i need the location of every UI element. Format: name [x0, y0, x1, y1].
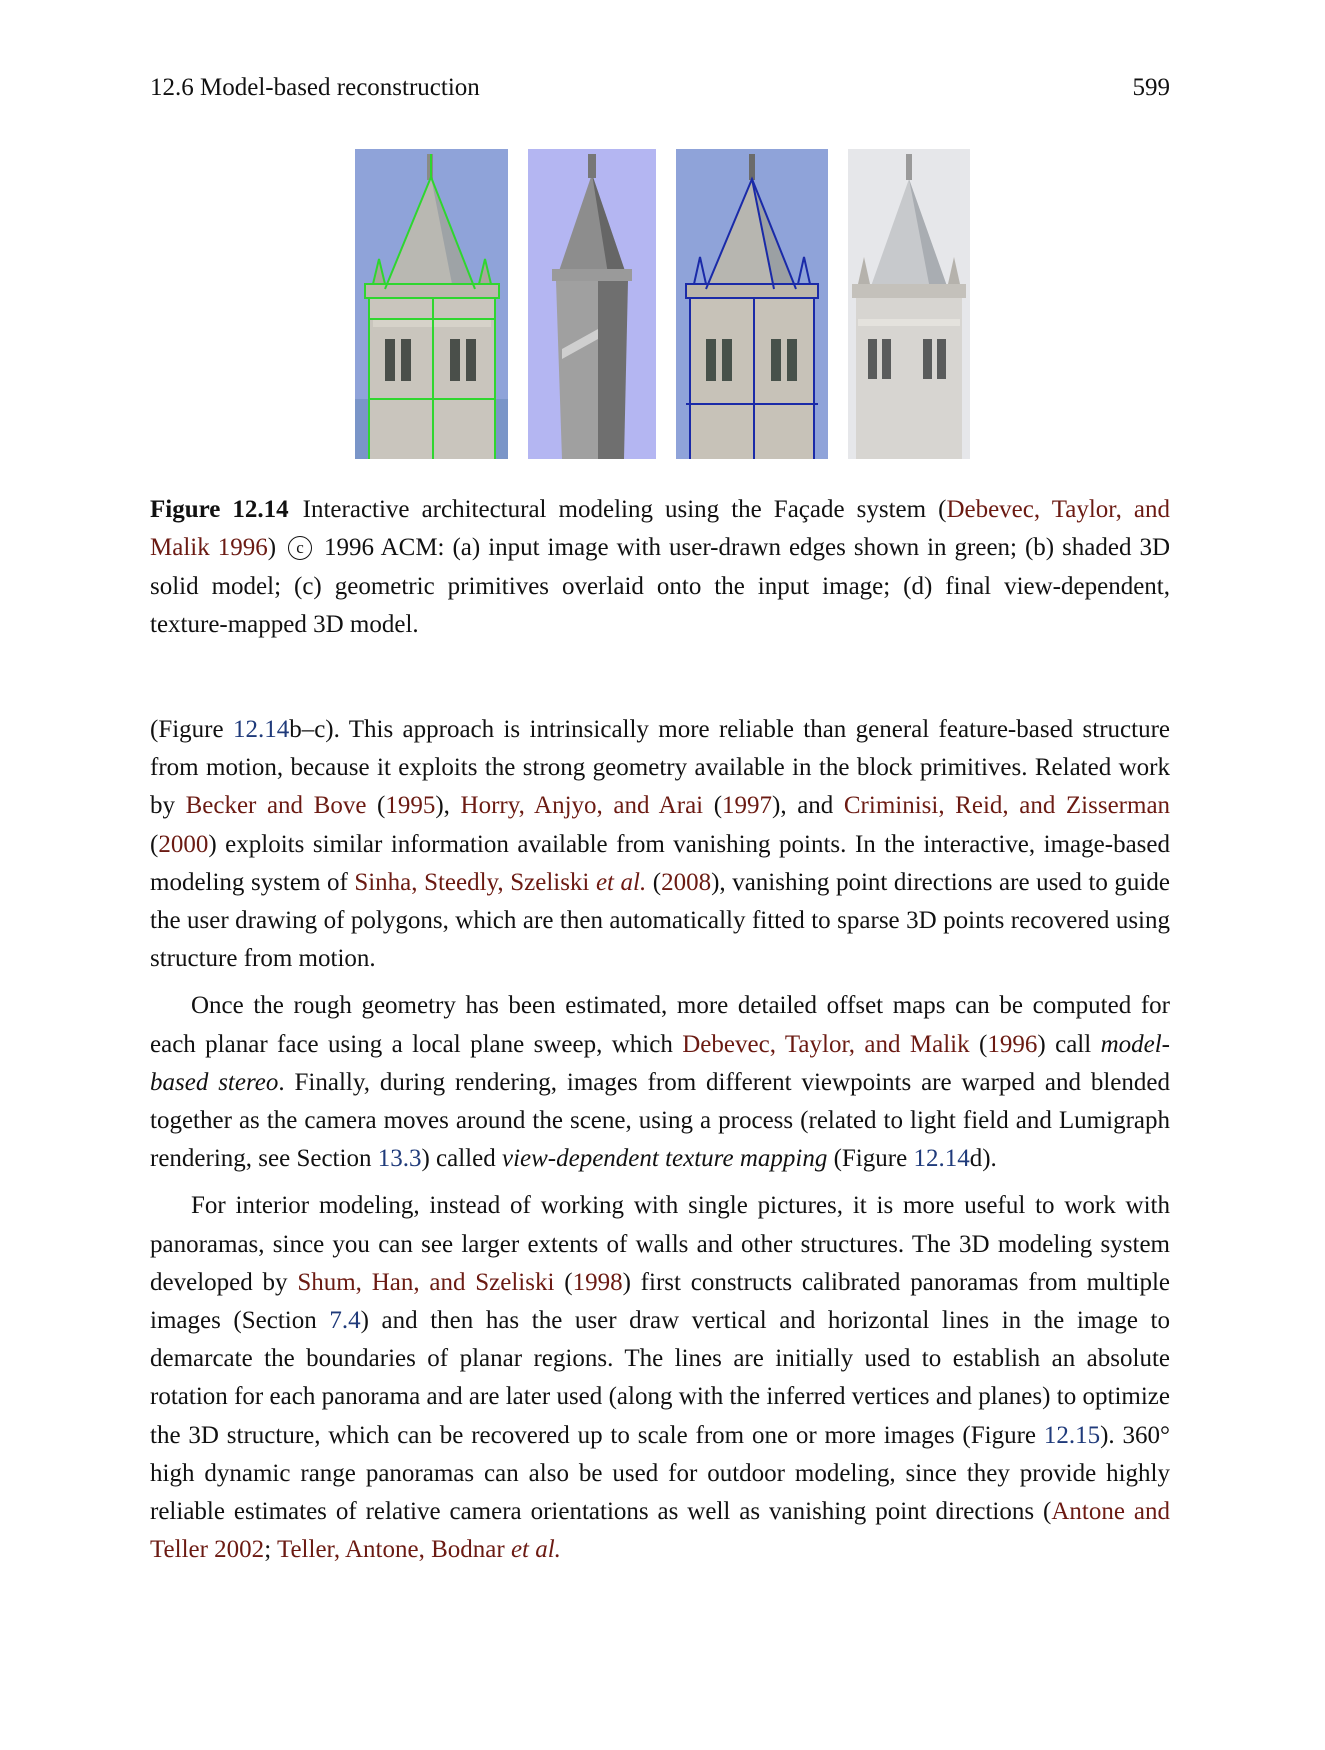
- text: (: [703, 792, 723, 820]
- citation-link[interactable]: Debevec, Taylor, and Malik 1996: [150, 496, 1170, 562]
- citation-link[interactable]: Becker and Bove: [185, 792, 367, 820]
- text: (: [554, 1268, 573, 1296]
- panel-d-texture-mapped: [848, 149, 970, 459]
- text: . Finally, during rendering, images from different viewpoints are warped and blended together as the camera moves around the scene, using a process (related to light field and Lumigraph rendering, see Section: [150, 1068, 1170, 1173]
- citation-year-link[interactable]: 2008: [661, 868, 712, 896]
- caption-text: ): [267, 534, 277, 562]
- section-ref-link[interactable]: 7.4: [329, 1307, 361, 1335]
- citation-year-link[interactable]: 1998: [572, 1268, 623, 1296]
- text: For interior modeling, instead of working with single pictures, it is more useful to work with panoramas, since you can see larger extents of walls and other structures. The 3D modeling system developed by: [150, 1192, 1170, 1296]
- figure-ref-link[interactable]: 12.14: [232, 716, 290, 743]
- figure-ref-link[interactable]: 12.14: [913, 1145, 970, 1173]
- emphasis: model-based stereo: [150, 1030, 1170, 1096]
- citation-year-link[interactable]: 2000: [158, 830, 209, 858]
- figure-12-14: [355, 149, 970, 459]
- paragraph-3: [150, 1187, 1170, 1569]
- citation-link[interactable]: Debevec, Taylor, and Malik: [682, 1030, 970, 1058]
- text: (Figure: [827, 1145, 914, 1173]
- running-header: [150, 74, 1170, 108]
- text: ) called: [421, 1145, 502, 1173]
- paragraph-1: [150, 711, 1170, 978]
- body-text: [150, 711, 1170, 1578]
- citation-year-link[interactable]: 1996: [987, 1030, 1038, 1058]
- panel-b-shaded-model: [528, 149, 656, 459]
- text: ) first constructs calibrated panoramas from multiple images (Section: [150, 1268, 1171, 1335]
- figure-label: Figure 12.14: [150, 496, 289, 523]
- text: (: [366, 792, 386, 820]
- text: ) call: [1037, 1030, 1101, 1058]
- figure-caption: [150, 491, 1170, 644]
- copyright-symbol: c: [288, 536, 312, 560]
- page-number: 599: [1132, 74, 1170, 101]
- citation-year-link[interactable]: 1997: [722, 792, 773, 820]
- citation-etal[interactable]: et al.: [595, 868, 647, 896]
- section-title: 12.6 Model-based reconstruction: [150, 74, 480, 101]
- caption-text: Interactive architectural modeling using the Façade system (: [302, 496, 947, 523]
- section-ref-link[interactable]: 13.3: [377, 1145, 422, 1173]
- caption-text: 1996 ACM: (a) input image with user-drawn edges shown in green; (b) shaded 3D solid model; (c) geometric primitives overlaid onto the input image; (d) final view-dependent, texture-mapped 3D model.: [150, 534, 1171, 638]
- text: ), vanishing point directions are used to guide the user drawing of polygons, which are then automatically fitted to sparse 3D points recovered using structure from motion.: [150, 868, 1170, 973]
- text: ), and: [772, 792, 844, 820]
- citation-link[interactable]: Teller, Antone, Bodnar: [276, 1536, 505, 1564]
- citation-etal[interactable]: et al.: [510, 1536, 561, 1564]
- citation-year-link[interactable]: 1995: [385, 792, 436, 820]
- figure-ref-link[interactable]: 12.15: [1043, 1421, 1101, 1449]
- citation-link[interactable]: Criminisi, Reid, and Zisserman: [843, 792, 1171, 820]
- text: d).: [969, 1145, 997, 1173]
- paragraph-2: [150, 987, 1170, 1178]
- text: ) exploits similar information available from vanishing points. In the interactive, image-based modeling system of: [150, 830, 1170, 896]
- panel-c-primitives-overlay: [676, 149, 828, 459]
- text: ),: [435, 792, 461, 820]
- emphasis: view-dependent texture mapping: [501, 1145, 828, 1173]
- text: (: [969, 1030, 988, 1058]
- citation-link[interactable]: Horry, Anjyo, and Arai: [460, 792, 704, 820]
- text: (: [646, 868, 662, 896]
- citation-link[interactable]: Shum, Han, and Szeliski: [297, 1268, 555, 1296]
- text: ). 360° high dynamic range panoramas can also be used for outdoor modeling, since they provide highly reliable estimates of relative camera orientations as well as vanishing point directions (: [150, 1421, 1171, 1526]
- text: (: [150, 830, 159, 858]
- text: b–c). This approach is intrinsically more reliable than general feature-based structure from motion, because it exploits the strong geometry available in the block primitives. Related work by: [150, 716, 1170, 820]
- text: ) and then has the user draw vertical and horizontal lines in the image to demarcate the boundaries of planar regions. The lines are initially used to establish an absolute rotation for each panorama and are later used (along with the inferred vertices and planes) to optimize the 3D structure, which can be recovered up to scale from one or more images (Figure: [150, 1307, 1170, 1449]
- text: (Figure: [150, 716, 233, 743]
- citation-link[interactable]: Antone and Teller 2002: [150, 1498, 1171, 1564]
- panel-a-input-image: [355, 149, 508, 459]
- citation-link[interactable]: Sinha, Steedly, Szeliski: [354, 868, 590, 896]
- text: Once the rough geometry has been estimated, more detailed offset maps can be computed for each planar face using a local plane sweep, which: [150, 992, 1170, 1058]
- text: ;: [264, 1536, 277, 1564]
